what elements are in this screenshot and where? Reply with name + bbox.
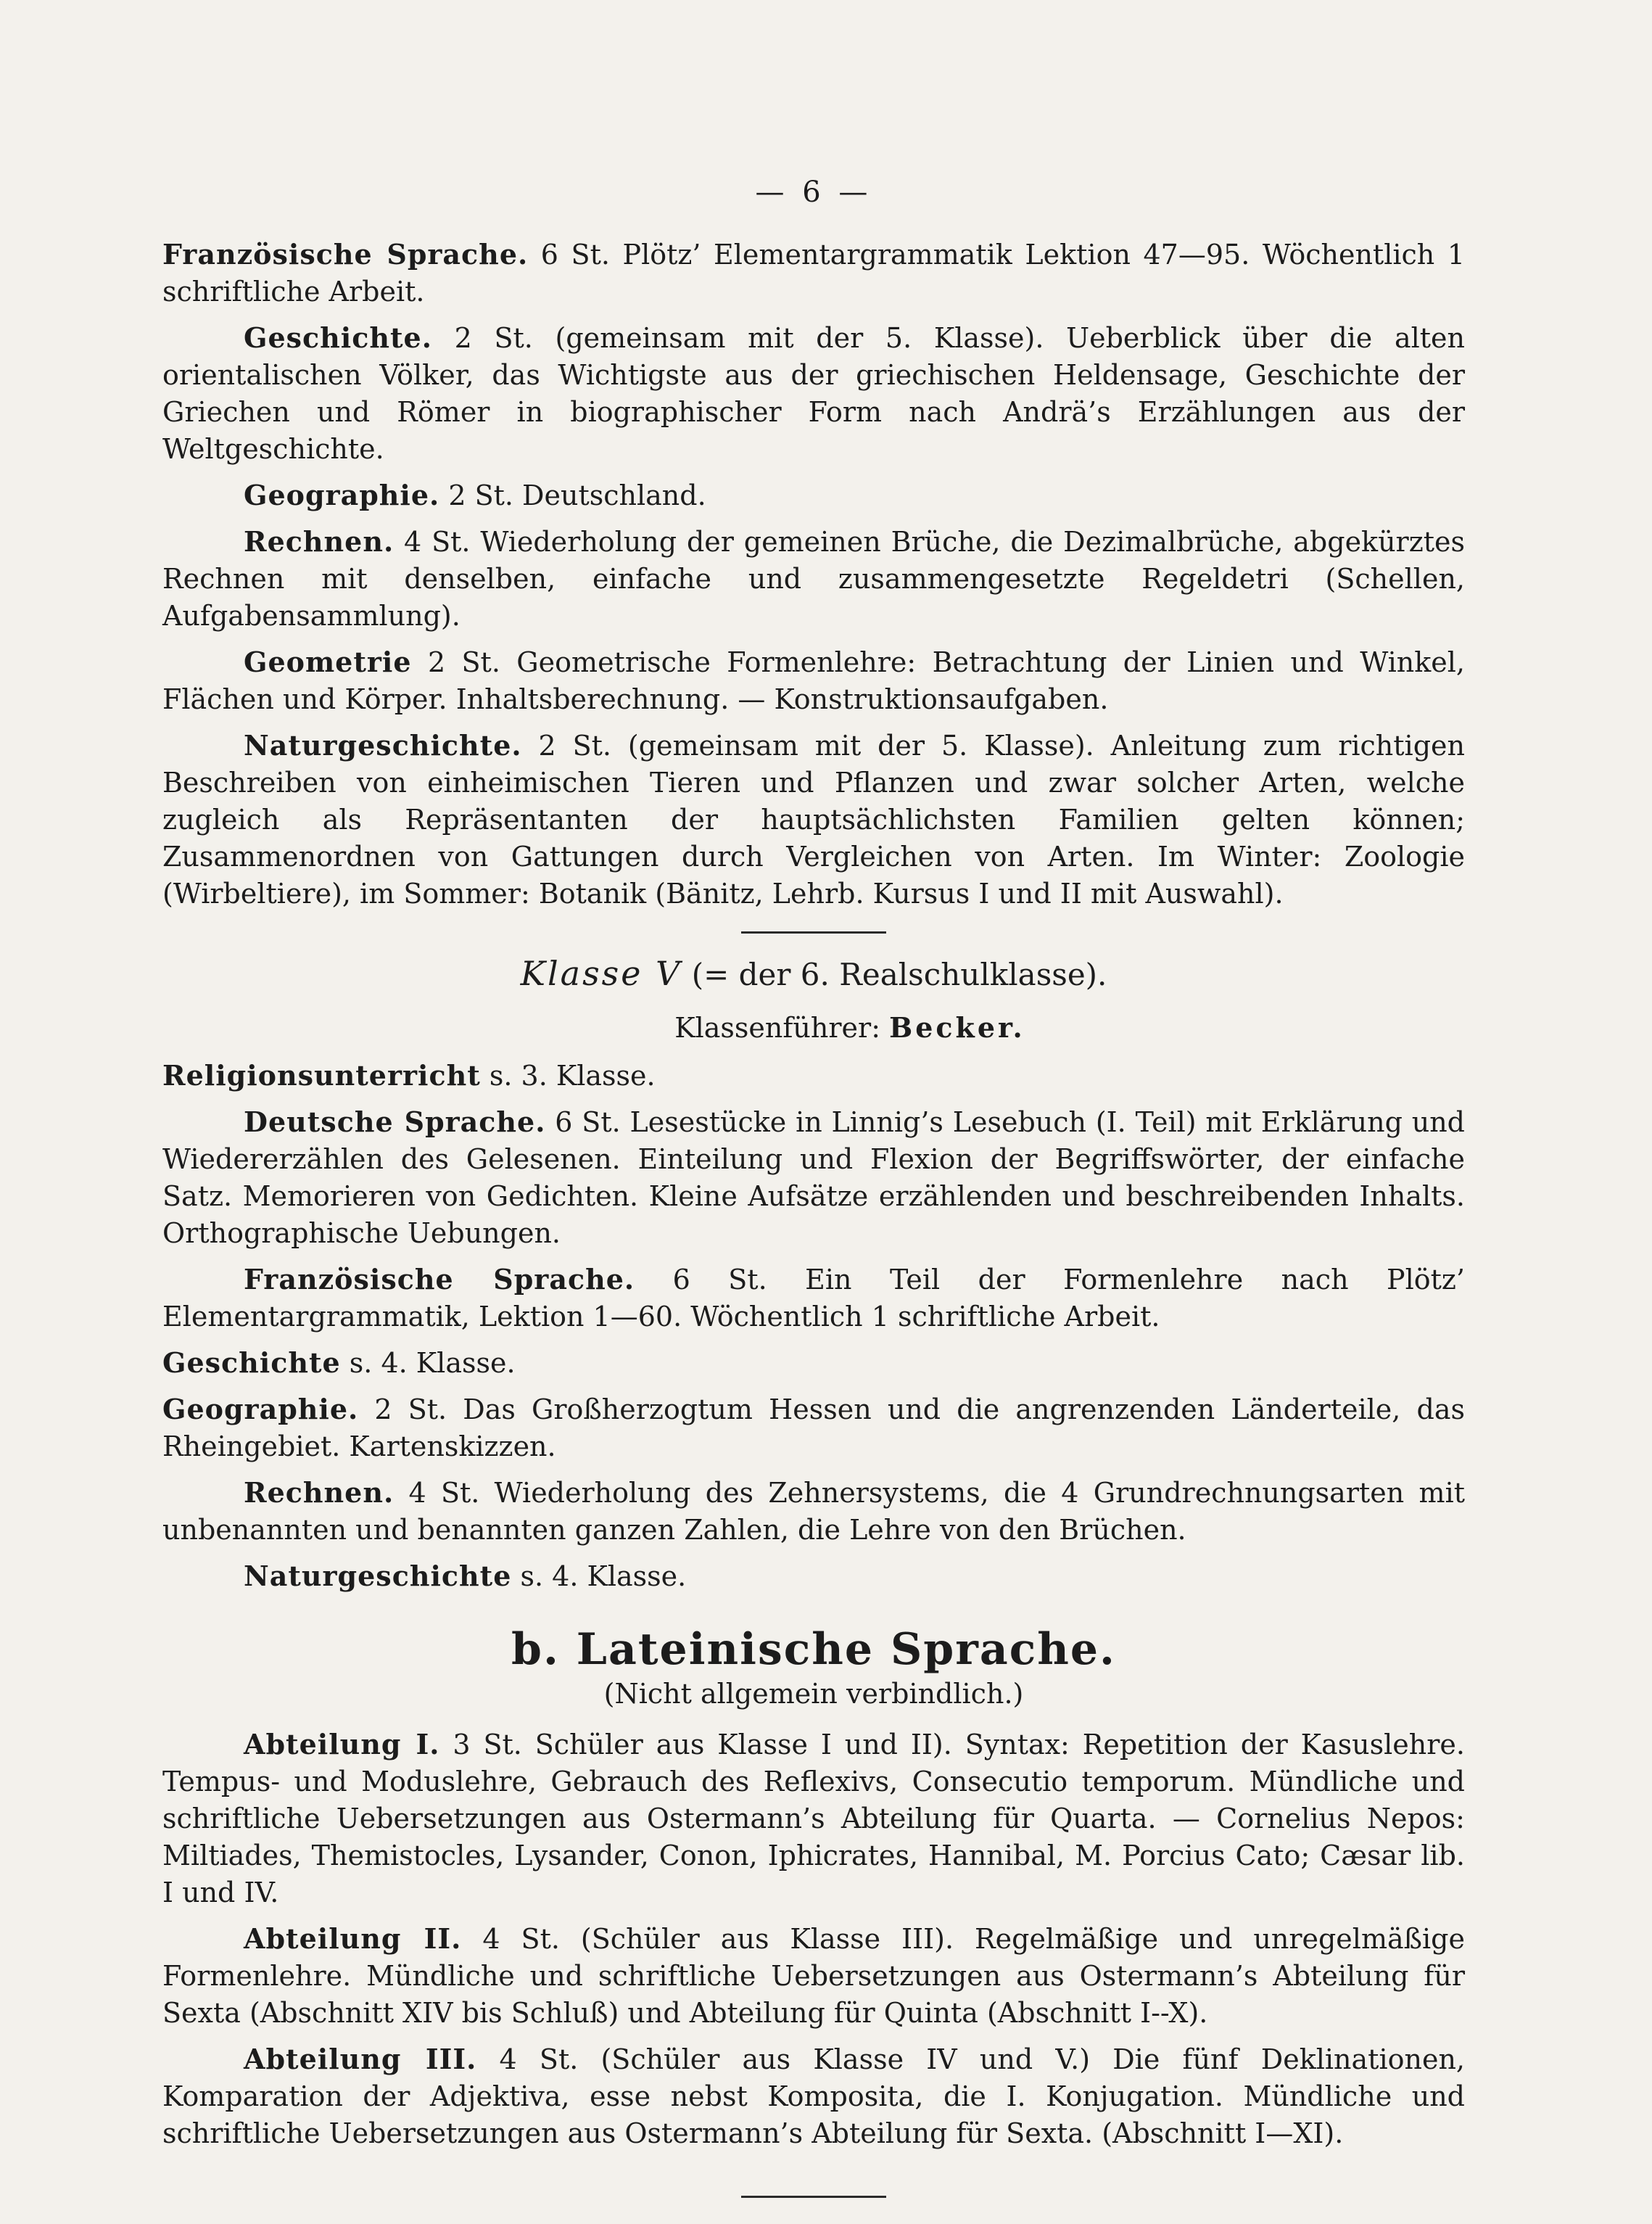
subject-text: 4 St. Wiederholung des Zehnersystems, die 4 Grundrechnungsarten mit unbenannten und benannten ganzen Zahlen, die Lehre von den Brüchen. bbox=[162, 1477, 1465, 1546]
teacher-label: Klassenführer: bbox=[674, 1012, 890, 1044]
entry-naturgeschichte-2 bbox=[162, 1557, 1465, 1595]
entry-rechnen-1 bbox=[162, 523, 1465, 635]
entry-geographie-1 bbox=[162, 477, 1465, 514]
subject-label: Naturgeschichte. bbox=[244, 729, 522, 762]
subject-text: 6 St. Ein Teil der Formenlehre nach Plötz’ Elementargrammatik, Lektion 1—60. Wöchentlich 1 schriftliche Arbeit. bbox=[162, 1264, 1465, 1333]
entry-deutsch-2 bbox=[162, 1103, 1465, 1252]
subject-label: Rechnen. bbox=[244, 525, 395, 558]
subject-label: Geschichte bbox=[162, 1346, 341, 1379]
entry-religion-2 bbox=[162, 1057, 1465, 1095]
subject-text: 4 St. (Schüler aus Klasse III). Regelmäßige und unregelmäßige Formenlehre. Mündliche und schriftliche Uebersetzungen aus Ostermann’s Abteilung für Sexta (Abschnitt XIV bis Schluß) und Abteilung für Quinta (Abschnitt I--X). bbox=[162, 1923, 1465, 2029]
subject-text: 4 St. (Schüler aus Klasse IV und V.) Die fünf Deklinationen, Komparation der Adjektiva, esse nebst Komposita, die I. Konjugation. Mündliche und schriftliche Uebersetzungen aus Ostermann’s Abteilung für Sexta. (Abschnitt I—XI). bbox=[162, 2043, 1465, 2149]
subject-label: Französische Sprache. bbox=[244, 1263, 635, 1296]
entry-geschichte-2 bbox=[162, 1344, 1465, 1382]
subject-label: Geometrie bbox=[244, 646, 412, 678]
subject-text: 3 St. Schüler aus Klasse I und II). Syntax: Repetition der Kasuslehre. Tempus- und Moduslehre, Gebrauch des Reflexivs, Consecutio temporum. Mündliche und schriftliche Uebersetzungen aus Ostermann’s Abteilung für Quarta. — Cornelius Nepos: Miltiades, Themistocles, Lysander, Conon, Iphicrates, Hannibal, M. Porcius Cato; Cæsar lib. I und IV. bbox=[162, 1729, 1465, 1908]
subject-label: Geschichte. bbox=[244, 321, 432, 354]
subject-text: s. 3. Klasse. bbox=[480, 1060, 656, 1092]
entry-franzoesisch-1 bbox=[162, 236, 1465, 310]
subject-label: Abteilung II. bbox=[244, 1922, 462, 1955]
entry-abteilung-3 bbox=[162, 2040, 1465, 2152]
document-page bbox=[162, 174, 1465, 2198]
teacher-name: Becker. bbox=[889, 1011, 1025, 1044]
section-title-rest: (= der 6. Realschulklasse). bbox=[682, 957, 1107, 992]
page-number: — 6 — bbox=[755, 176, 872, 209]
subject-label: Französische Sprache. bbox=[162, 238, 529, 271]
subject-label: Rechnen. bbox=[244, 1476, 395, 1509]
section-heading-latein: b. Lateinische Sprache. bbox=[511, 1624, 1116, 1675]
entry-abteilung-2 bbox=[162, 1920, 1465, 2032]
subject-text: 4 St. Wiederholung der gemeinen Brüche, die Dezimalbrüche, abgekürztes Rechnen mit denselben, einfache und zusammengesetzte Regeldetri (Schellen, Aufgabensammlung). bbox=[162, 526, 1465, 632]
subject-text: 6 St. Plötz’ Elementargrammatik Lektion 47—95. Wöchentlich 1 schriftliche Arbeit. bbox=[162, 239, 1466, 308]
subject-text: 2 St. Das Großherzogtum Hessen und die angrenzenden Länderteile, das Rheingebiet. Kartenskizzen. bbox=[162, 1393, 1465, 1462]
section-divider bbox=[741, 931, 886, 934]
subject-text: 2 St. Geometrische Formenlehre: Betrachtung der Linien und Winkel, Flächen und Körper. Inhaltsberechnung. — Konstruktionsaufgaben. bbox=[162, 646, 1465, 715]
end-divider bbox=[741, 2196, 886, 2198]
entry-naturgeschichte-1 bbox=[162, 727, 1465, 913]
subject-label: Naturgeschichte bbox=[244, 1560, 512, 1592]
subject-text: s. 4. Klasse. bbox=[511, 1560, 687, 1592]
section-subheading-latein: (Nicht allgemein verbindlich.) bbox=[603, 1678, 1024, 1710]
subject-text: 2 St. Deutschland. bbox=[439, 479, 706, 511]
class-teacher bbox=[162, 1009, 1465, 1047]
entry-geographie-2 bbox=[162, 1391, 1465, 1465]
entry-geschichte-1 bbox=[162, 319, 1465, 468]
subject-text: s. 4. Klasse. bbox=[340, 1347, 516, 1379]
subject-label: Religionsunterricht bbox=[162, 1059, 481, 1092]
subject-text: 2 St. (gemeinsam mit der 5. Klasse). Anleitung zum richtigen Beschreiben von einheimischen Tieren und Pflanzen und zwar solcher Arten, welche zugleich als Repräsentanten der hauptsächlichsten Familien gelten können; Zusammenordnen von Gattungen durch Vergleichen von Arten. Im Winter: Zoologie (Wirbeltiere), im Sommer: Botanik (Bänitz, Lehrb. Kursus I und II mit Auswahl). bbox=[162, 730, 1465, 910]
section-title-klasse-v bbox=[162, 955, 1465, 993]
section-title-main: Klasse V bbox=[520, 954, 682, 993]
subject-label: Abteilung III. bbox=[244, 2043, 477, 2075]
subject-text: 2 St. (gemeinsam mit der 5. Klasse). Ueberblick über die alten orientalischen Völker, das Wichtigste aus der griechischen Heldensage, Geschichte der Griechen und Römer in biographischer Form nach Andrä’s Erzählungen aus der Weltgeschichte. bbox=[162, 322, 1465, 465]
subject-label: Deutsche Sprache. bbox=[244, 1105, 546, 1138]
subject-label: Geographie. bbox=[162, 1393, 359, 1425]
entry-geometrie-1 bbox=[162, 643, 1465, 718]
subject-text: 6 St. Lesestücke in Linnig’s Lesebuch (I. Teil) mit Erklärung und Wiedererzählen des Gelesenen. Einteilung und Flexion der Begriffswörter, der einfache Satz. Memorieren von Gedichten. Kleine Aufsätze erzählenden und beschreibenden Inhalts. Orthographische Uebungen. bbox=[162, 1106, 1465, 1249]
subject-label: Abteilung I. bbox=[244, 1728, 440, 1760]
entry-rechnen-2 bbox=[162, 1474, 1465, 1549]
entry-abteilung-1 bbox=[162, 1726, 1465, 1911]
entry-franzoesisch-2 bbox=[162, 1261, 1465, 1335]
subject-label: Geographie. bbox=[244, 479, 440, 511]
